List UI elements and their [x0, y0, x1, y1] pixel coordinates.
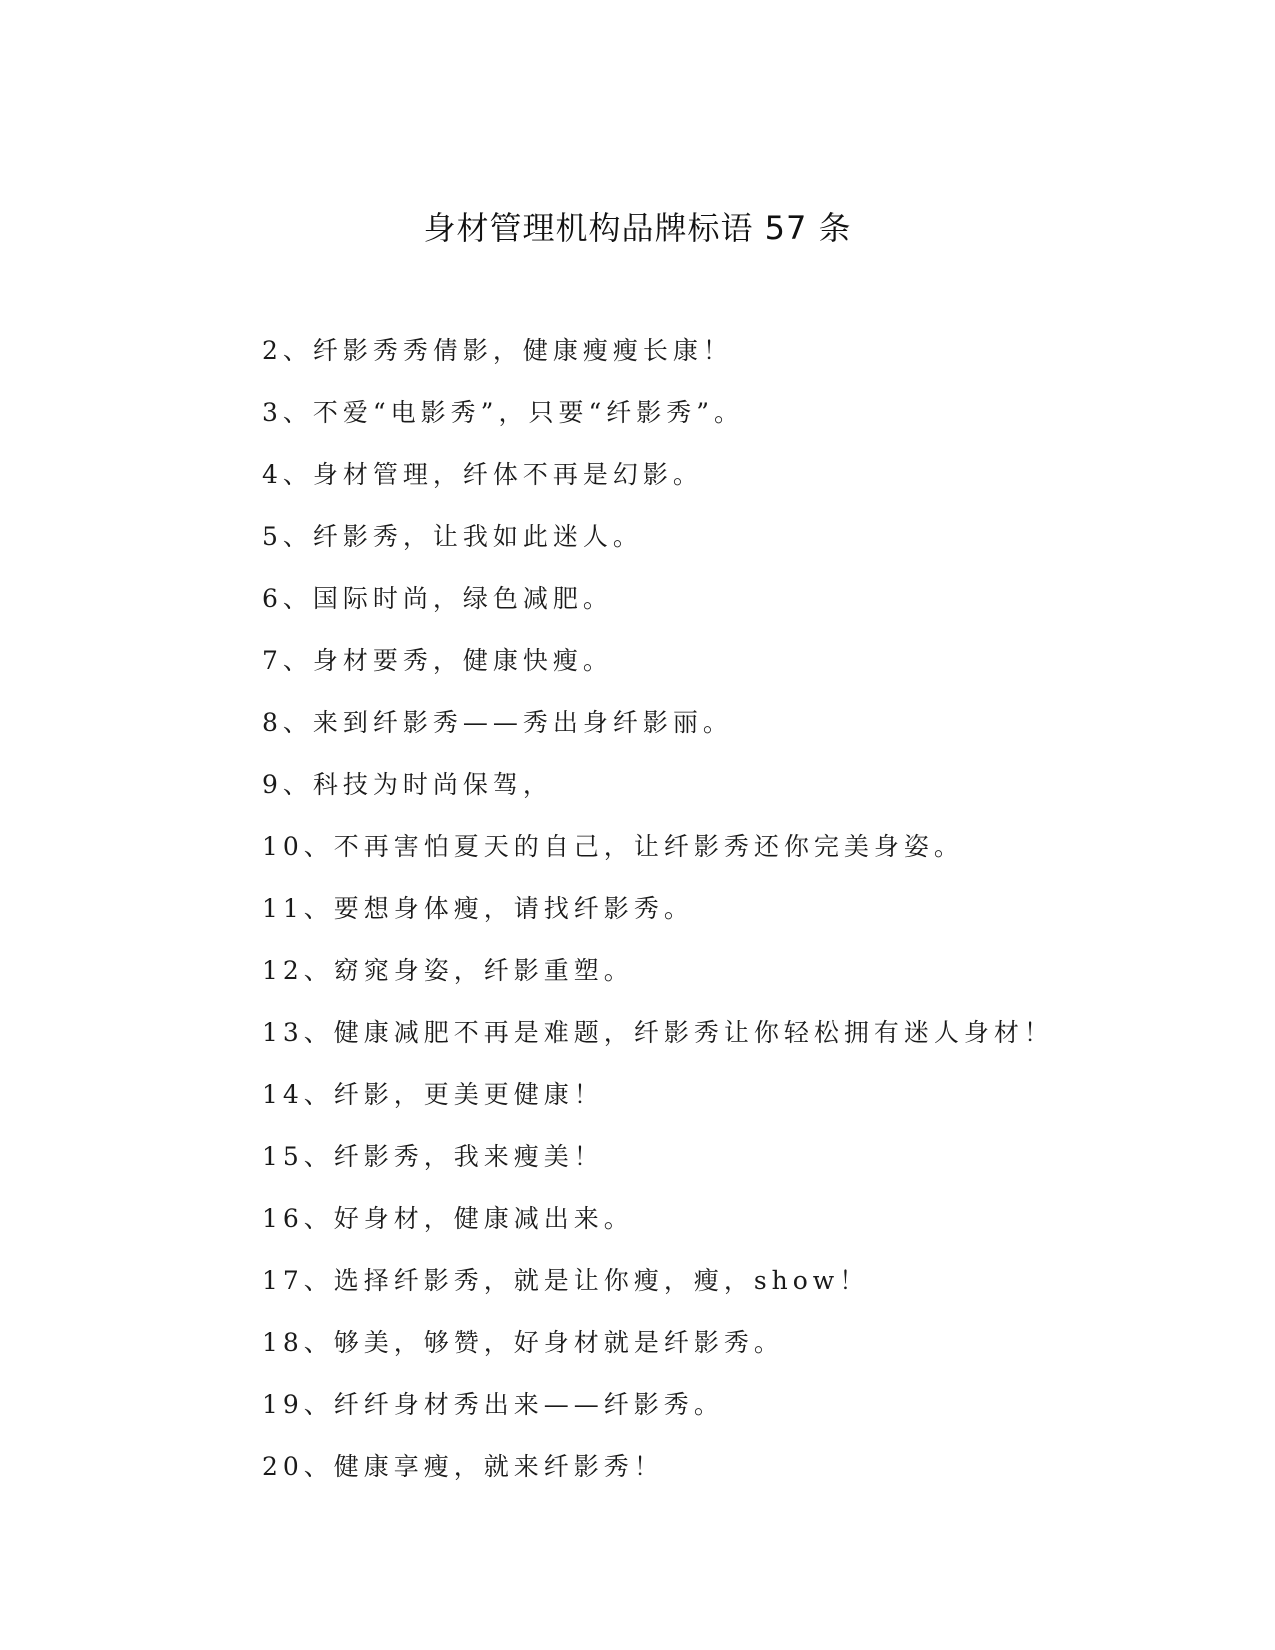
list-item: 10、不再害怕夏天的自己，让纤影秀还你完美身姿。 [262, 832, 964, 861]
list-item: 6、国际时尚，绿色减肥。 [262, 584, 613, 613]
list-item: 20、健康享瘦，就来纤影秀！ [262, 1452, 664, 1481]
list-item: 12、窈窕身姿，纤影重塑。 [262, 956, 634, 985]
page-title: 身材管理机构品牌标语 57 条 [423, 209, 852, 247]
list-item: 3、不爱“电影秀”，只要“纤影秀”。 [262, 398, 745, 427]
slogan-list [262, 331, 1162, 1509]
list-item: 4、身材管理，纤体不再是幻影。 [262, 460, 703, 489]
list-item: 17、选择纤影秀，就是让你瘦，瘦，show！ [262, 1266, 870, 1295]
list-item: 2、纤影秀秀倩影，健康瘦瘦长康！ [262, 336, 733, 365]
list-item: 7、身材要秀，健康快瘦。 [262, 646, 613, 675]
list-item: 15、纤影秀，我来瘦美！ [262, 1142, 604, 1171]
list-item: 11、要想身体瘦，请找纤影秀。 [262, 894, 694, 923]
list-item: 19、纤纤身材秀出来——纤影秀。 [262, 1390, 724, 1419]
list-item: 16、好身材，健康减出来。 [262, 1204, 634, 1233]
list-item: 13、健康减肥不再是难题，纤影秀让你轻松拥有迷人身材！ [262, 1018, 1054, 1047]
list-item: 8、来到纤影秀——秀出身纤影丽。 [262, 708, 733, 737]
list-item: 14、纤影，更美更健康！ [262, 1080, 604, 1109]
list-item: 5、纤影秀，让我如此迷人。 [262, 522, 643, 551]
list-item: 9、科技为时尚保驾， [262, 770, 553, 799]
list-item: 18、够美，够赞，好身材就是纤影秀。 [262, 1328, 784, 1357]
